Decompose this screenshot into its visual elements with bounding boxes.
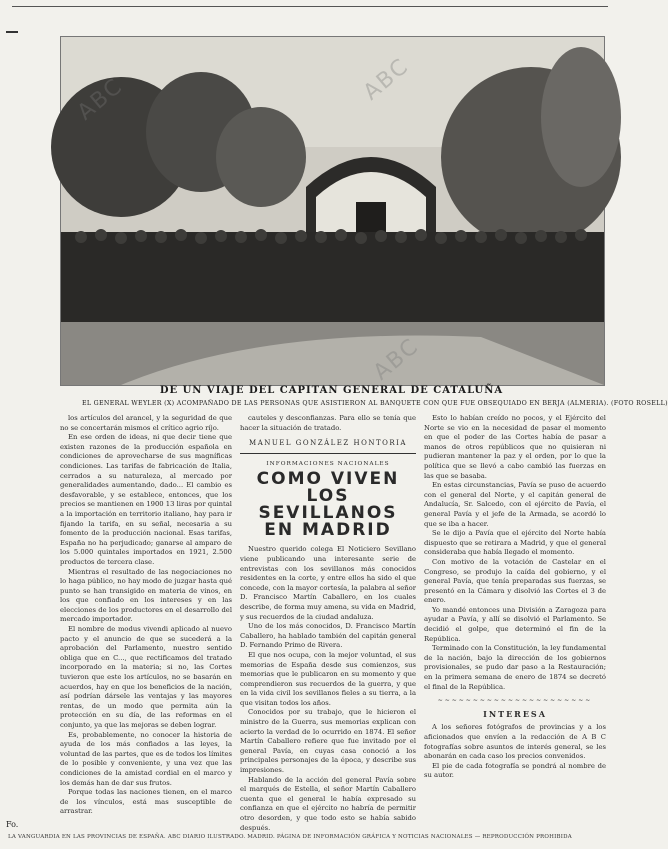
paragraph: En estas circunstancias, Pavía se puso de acuerdo con el general del Norte, y el capitán general de Andalucía, Sr. Salcedo, con el ejército de Pavía, el general Pavía y el jefe de la Armada, se acordó lo que se iba a hacer. [424,481,606,528]
paragraph: Hablando de la acción del general Pavía sobre el marqués de Estella, el señor Martín Caballero cuenta que el general le había expresado su confianza en que el ejército no habría de permitir otro desorden, y que todo esto se había sabido después. [240,775,416,832]
paragraph: Porque todas las naciones tienen, en el marco de los vínculos, está mas susceptible de arrastrar. [60,788,232,816]
paragraph: El nombre de modus vivendi aplicado al nuevo pacto y el anuncio de que se sucederá a la aprobación del Parlamento, nuestro sentido obliga que en C..., que rectificamos del tratado incorporado en la materia; si no, las Cortes tuvieron que este los artículos, no se basarán en acuerdos, hay en que los beneficios de la nación, así podrían dársele las ventajas y las mayores rentas, de un modo que permita aún la protección en su día, de las reformas en el conjunto, ya que las mejoras se deben lograr. [60,625,232,729]
paragraph: Terminado con la Constitución, la ley fundamental de la nación, bajo la dirección de los gobiernos provisionales, se pudo dar paso a la Restauración; en la primera semana de enero de 1874 se decretó el final de la República. [424,644,606,691]
section-kicker: INFORMACIONES NACIONALES [266,460,390,467]
paragraph: Se le dijo a Pavía que el ejército del Norte había dispuesto que se retirara a Madrid, y que el general consideraba que había llegado el momento. [424,529,606,557]
top-rule [12,6,608,7]
watermark: ABC [72,73,129,126]
paragraph: Yo mandé entonces una División a Zaragoza para ayudar a Pavía, y allí se disolvió el Parlamento. Se decidió el golpe, que determinó el fin de la República. [424,605,606,643]
article-headline: COMO VIVEN LOS SEVILLANOS EN MADRID [256,469,400,541]
section-title: INTERESA [483,708,547,719]
paragraph: Conocidos por su trabajo, que le hicieron el ministro de la Guerra, sus memorias explican con acierto la verdad de lo ocurrido en 1874. El señor Martín Caballero refiere que fue invitado por el general Pavía, en cuyas casa conoció a los principales personajes de la época, y describe sus impresiones. [240,708,416,775]
paragraph: Uno de los más conocidos, D. Francisco Martín Caballero, ha hablado también del capitán general D. Fernando Primo de Rivera. [240,622,416,650]
group-photo [60,36,605,386]
caption-subtitle: EL GENERAL WEYLER (X) ACOMPAÑADO DE LAS PERSONAS QUE ASISTIERON AL BANQUETE CON QUE FUE OBSEQUIADO EN BERJA (ALMERIA). (FOTO ROSELL) [82,400,668,407]
divider [240,453,416,454]
paragraph: Esto lo habían creído no pocos, y el Ejército del Norte se vio en la necesidad de pasar el momento en que el poder de las Cortes había de pasar a manos de otros repúblicos que no quisieran ni pudieran mantener la paz y el orden, por lo que la política que se llevó a cabo cambió las fuerzas en las que se basaba. [424,414,606,480]
margin-mark: Fo. [6,820,19,829]
footer-line: LA VANGUARDIA EN LAS PROVINCIAS DE ESPAÑA. ABC DIARIO ILUSTRADO. MADRID. PÁGINA DE INFORMACIÓN GRÁFICA Y NOTICIAS NACIONALES — REPRODUCCIÓN PROHIBIDA [8,834,572,840]
paragraph: cauteles y desconfianzas. Para ello se tenía que hacer la situación de tratado. [240,414,416,432]
paragraph: El que nos ocupa, con la mejor voluntad, el sus memorias de España desde sus comienzos, sus memorias que le publicaron en su momento y que comprendieron sus recuerdos de la guerra, y que en la vida civil los sevillanos fieles a su tierra, a la que visitan todos los años. [240,650,416,707]
paragraph: Mientras el resultado de las negociaciones no lo haga público, no hay modo de juzgar hasta qué punto se han transigido en materia de vinos, en los que confiado en los intereses y en las elecciones de los productores en el desarrollo del mercado importador. [60,567,232,624]
column-2 [240,414,416,832]
paragraph: En ese orden de ideas, ni que decir tiene que existen razones de la producción española en condiciones de aprovecharse de sus magníficas condiciones. Las tarifas de fabricación de Italia, cerrados a su naturaleza, al mercado por generalidades aumentando, dado... El cambio es desfavorable, y se establece, entonces, que los precios se mantienen en 1900 13 liras por quintal a la importación en territorio italiano, hay para ir fijando la tarifa, en su señal, necesaria a su fomento de la producción nacional. Esas tarifas, España no ha perjudicado; ganarse al amparo de los 5.000 quintales importados en 1921, 2.500 productos de tercera clase. [60,433,232,566]
paragraph: Con motivo de la votación de Castelar en el Congreso, se produjo la caída del gobierno, y el general Pavía, que tenía preparadas sus fuerzas, se presentó en la Cámara y disolvió las Cortes el 3 de enero. [424,557,606,605]
paragraph: los artículos del arancel, y la seguridad de que no se concertarán mismos el crítico agrio ríjo. [60,414,232,432]
paragraph: Nuestro querido colega El Noticiero Sevillano viene publicando una interesante serie de entrevistas con los sevillanos más conocidos residentes en la corte, y entre ellos ha sido el que concede, con la mayor cortesía, la palabra al señor D. Francisco Martín Caballero, en los cuales describe, de forma muy amena, su vida en Madrid, y sus recuerdos de la ciudad andaluza. [240,545,416,621]
watermark: ABC [368,333,425,386]
author-signature: MANUEL GONZÁLEZ HONTORIA [249,439,407,448]
corner-mark [6,31,18,33]
ornament: ~~~~~~~~~~~~~~~~~~~~~~ [437,697,593,705]
photo-illustration [61,37,604,385]
watermark: ABC [358,53,415,106]
column-3 [424,414,606,826]
notice-paragraph: El pie de cada fotografía se pondrá al nombre de su autor. [424,761,606,780]
notice-paragraph: A los señores fotógrafos de provincias y a los aficionados que envíen a la redacción de A B C fotografías sobre asuntos de interés general, se les abonarán en cada caso los precios convenidos. [424,723,606,761]
column-1 [60,414,232,826]
paragraph: Es, probablemente, no conocer la historia de ayuda de los más confiados a las leyes, la voluntad de las partes, que es de todos los límites de lo posible y conveniente, y una vez que las condiciones de la amistad cordial en el marco y los demás han de dar sus frutos. [60,730,232,787]
caption-title: DE UN VIAJE DEL CAPITAN GENERAL DE CATALUÑA [159,385,504,396]
